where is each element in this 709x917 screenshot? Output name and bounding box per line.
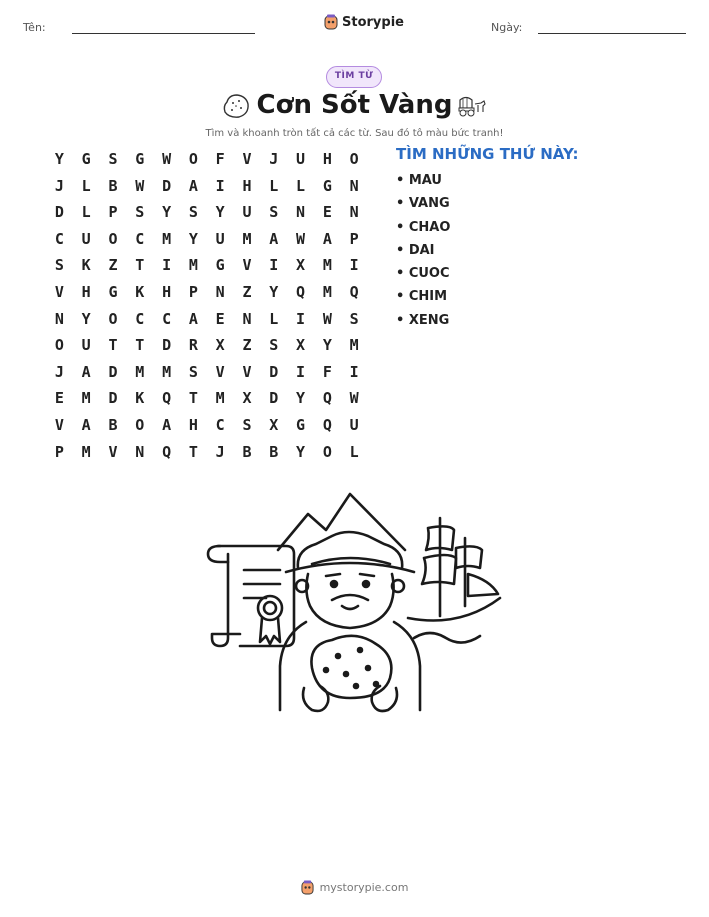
grid-letter[interactable]: K [135, 282, 145, 301]
word-list-item: • MAU [396, 173, 442, 188]
grid-letter[interactable]: O [135, 415, 145, 434]
grid-letter[interactable]: V [108, 442, 118, 461]
grid-letter[interactable]: Q [162, 442, 172, 461]
grid-letter[interactable]: W [349, 389, 359, 408]
grid-letter[interactable]: L [349, 442, 359, 461]
grid-letter[interactable]: T [188, 389, 198, 408]
grid-letter[interactable]: F [322, 362, 332, 381]
grid-letter[interactable]: O [108, 309, 118, 328]
grid-letter[interactable]: Y [188, 229, 198, 248]
grid-letter[interactable]: U [81, 229, 91, 248]
category-badge: TÌM TỪ [326, 66, 382, 88]
wagon-icon [457, 94, 487, 118]
grid-letter[interactable]: V [242, 150, 252, 168]
grid-letter[interactable]: Q [322, 415, 332, 434]
grid-letter[interactable]: T [135, 336, 145, 355]
grid-letter[interactable]: N [135, 442, 145, 461]
grid-letter[interactable]: G [322, 176, 332, 195]
grid-letter[interactable]: Q [296, 282, 306, 301]
grid-letter[interactable]: A [322, 229, 332, 248]
grid-letter[interactable]: S [269, 336, 279, 355]
grid-letter[interactable]: Z [108, 256, 118, 275]
grid-letter[interactable]: E [54, 389, 64, 408]
word-list-item: • CHIM [396, 289, 448, 305]
grid-letter[interactable]: M [322, 282, 332, 301]
instructions: Tìm và khoanh tròn tất cả các từ. Sau đó tô màu bức tranh! [205, 128, 504, 139]
page-title: Cơn Sốt Vàng [256, 90, 453, 120]
grid-letter[interactable]: I [215, 176, 225, 195]
grid-letter[interactable]: W [322, 309, 332, 328]
grid-letter[interactable]: Y [54, 150, 64, 168]
grid-letter[interactable]: E [215, 309, 225, 328]
prospector-illustration [200, 488, 510, 718]
grid-letter[interactable]: U [81, 336, 91, 355]
grid-letter[interactable]: W [135, 176, 145, 195]
grid-letter[interactable]: B [269, 442, 279, 461]
grid-letter[interactable]: M [135, 362, 145, 381]
grid-letter[interactable]: M [162, 362, 172, 381]
grid-letter[interactable]: N [215, 282, 225, 301]
footer-url[interactable]: mystorypie.com [319, 881, 409, 894]
grid-letter[interactable]: M [349, 336, 359, 355]
grid-letter[interactable]: N [242, 309, 252, 328]
grid-letter[interactable]: P [54, 442, 64, 461]
word-list [396, 172, 450, 335]
grid-letter[interactable]: F [215, 150, 225, 168]
grid-letter[interactable]: D [162, 176, 172, 195]
grid-letter[interactable]: O [349, 150, 359, 168]
grid-letter[interactable]: Q [349, 282, 359, 301]
grid-letter[interactable]: S [269, 203, 279, 222]
grid-letter[interactable]: U [296, 150, 306, 168]
word-list-item: • CUOC [396, 266, 450, 282]
grid-letter[interactable]: D [54, 203, 64, 222]
grid-letter[interactable]: O [322, 442, 332, 461]
grid-letter[interactable]: A [188, 309, 198, 328]
grid-row [46, 173, 368, 200]
grid-letter[interactable]: J [269, 150, 279, 168]
word-list-item: • VANG [396, 196, 450, 212]
grid-letter[interactable]: M [162, 229, 172, 248]
grid-letter[interactable]: C [215, 415, 225, 434]
grid-letter[interactable]: H [81, 282, 91, 301]
grid-letter[interactable]: M [188, 256, 198, 275]
grid-letter[interactable]: S [54, 256, 64, 275]
grid-row [46, 226, 368, 253]
grid-letter[interactable]: V [54, 282, 64, 301]
header [0, 14, 709, 44]
grid-row [46, 199, 368, 226]
grid-letter[interactable]: J [54, 362, 64, 381]
grid-letter[interactable]: I [269, 256, 279, 275]
grid-letter[interactable]: D [108, 362, 118, 381]
grid-letter[interactable]: O [54, 336, 64, 355]
grid-letter[interactable]: D [108, 389, 118, 408]
grid-letter[interactable]: V [215, 362, 225, 381]
grid-letter[interactable]: N [349, 176, 359, 195]
storypie-logo-icon [301, 880, 314, 895]
grid-letter[interactable]: G [296, 415, 306, 434]
grid-letter[interactable]: C [135, 229, 145, 248]
grid-letter[interactable]: M [242, 229, 252, 248]
grid-letter[interactable]: G [81, 150, 91, 168]
grid-letter[interactable]: C [162, 309, 172, 328]
footer [0, 880, 709, 895]
grid-letter[interactable]: T [188, 442, 198, 461]
grid-letter[interactable]: Q [322, 389, 332, 408]
grid-letter[interactable]: V [242, 362, 252, 381]
grid-letter[interactable]: W [296, 229, 306, 248]
grid-letter[interactable]: N [54, 309, 64, 328]
grid-row [46, 412, 368, 439]
grid-letter[interactable]: H [242, 176, 252, 195]
grid-letter[interactable]: H [322, 150, 332, 168]
grid-letter[interactable]: L [81, 176, 91, 195]
grid-letter[interactable]: U [215, 229, 225, 248]
grid-row [46, 385, 368, 412]
grid-letter[interactable]: D [269, 362, 279, 381]
grid-letter[interactable]: S [188, 203, 198, 222]
grid-row [46, 146, 368, 173]
grid-letter[interactable]: I [296, 362, 306, 381]
grid-letter[interactable]: M [215, 389, 225, 408]
grid-letter[interactable]: Y [162, 203, 172, 222]
brand-name: Storypie [342, 14, 404, 30]
grid-letter[interactable]: I [349, 256, 359, 275]
grid-letter[interactable]: L [269, 176, 279, 195]
grid-letter[interactable]: X [296, 336, 306, 355]
grid-letter[interactable]: S [108, 150, 118, 168]
word-list-item: • DAI [396, 242, 435, 258]
grid-letter[interactable]: V [242, 256, 252, 275]
grid-letter[interactable]: P [108, 203, 118, 222]
storypie-logo-icon [324, 14, 338, 30]
grid-letter[interactable]: M [81, 389, 91, 408]
grid-letter[interactable]: Q [162, 389, 172, 408]
grid-row [46, 359, 368, 386]
grid-letter[interactable]: W [162, 150, 172, 168]
letter-grid [46, 146, 368, 465]
grid-letter[interactable]: V [54, 415, 64, 434]
grid-letter[interactable]: L [81, 203, 91, 222]
grid-letter[interactable]: M [81, 442, 91, 461]
grid-letter[interactable]: B [108, 415, 118, 434]
grid-letter[interactable]: S [349, 309, 359, 328]
grid-letter[interactable]: O [188, 150, 198, 168]
grid-letter[interactable]: A [162, 415, 172, 434]
grid-letter[interactable]: T [108, 336, 118, 355]
grid-letter[interactable]: I [162, 256, 172, 275]
grid-row [46, 306, 368, 333]
grid-letter[interactable]: A [81, 415, 91, 434]
grid-letter[interactable]: S [242, 415, 252, 434]
word-list-title: TÌM NHỮNG THỨ NÀY: [396, 145, 579, 163]
grid-letter[interactable]: E [322, 203, 332, 222]
grid-letter[interactable]: X [269, 415, 279, 434]
grid-letter[interactable]: H [188, 415, 198, 434]
grid-letter[interactable]: Z [242, 336, 252, 355]
grid-letter[interactable]: U [242, 203, 252, 222]
grid-letter[interactable]: R [188, 336, 198, 355]
grid-letter[interactable]: B [242, 442, 252, 461]
grid-letter[interactable]: K [81, 256, 91, 275]
grid-letter[interactable]: Y [296, 389, 306, 408]
grid-letter[interactable]: K [135, 389, 145, 408]
grid-letter[interactable]: Y [322, 336, 332, 355]
grid-letter[interactable]: Z [242, 282, 252, 301]
grid-letter[interactable]: Y [81, 309, 91, 328]
grid-letter[interactable]: G [108, 282, 118, 301]
grid-letter[interactable]: Y [215, 203, 225, 222]
grid-row [46, 252, 368, 279]
grid-letter[interactable]: C [135, 309, 145, 328]
grid-letter[interactable]: S [135, 203, 145, 222]
grid-letter[interactable]: C [54, 229, 64, 248]
grid-letter[interactable]: L [296, 176, 306, 195]
date-field-line[interactable] [538, 33, 686, 34]
grid-letter[interactable]: A [188, 176, 198, 195]
grid-letter[interactable]: X [296, 256, 306, 275]
grid-letter[interactable]: B [108, 176, 118, 195]
grid-letter[interactable]: N [296, 203, 306, 222]
grid-letter[interactable]: I [296, 309, 306, 328]
grid-letter[interactable]: Y [296, 442, 306, 461]
grid-letter[interactable]: U [349, 415, 359, 434]
grid-row [46, 439, 368, 466]
grid-row [46, 279, 368, 306]
grid-letter[interactable]: T [135, 256, 145, 275]
grid-letter[interactable]: X [242, 389, 252, 408]
brand [324, 14, 404, 30]
grid-letter[interactable]: D [162, 336, 172, 355]
grid-letter[interactable]: M [322, 256, 332, 275]
grid-row [46, 332, 368, 359]
word-list-item: • CHAO [396, 219, 451, 235]
date-label: Ngày: [491, 21, 523, 34]
grid-letter[interactable]: N [349, 203, 359, 222]
name-field-line[interactable] [72, 33, 255, 34]
grid-letter[interactable]: X [215, 336, 225, 355]
grid-letter[interactable]: J [215, 442, 225, 461]
grid-letter[interactable]: A [81, 362, 91, 381]
grid-letter[interactable]: I [349, 362, 359, 381]
grid-letter[interactable]: L [269, 309, 279, 328]
grid-letter[interactable]: G [135, 150, 145, 168]
grid-letter[interactable]: H [162, 282, 172, 301]
grid-letter[interactable]: S [188, 362, 198, 381]
word-list-item: • XENG [396, 312, 450, 328]
grid-letter[interactable]: P [349, 229, 359, 248]
grid-letter[interactable]: P [188, 282, 198, 301]
grid-letter[interactable]: Y [269, 282, 279, 301]
grid-letter[interactable]: G [215, 256, 225, 275]
grid-letter[interactable]: J [54, 176, 64, 195]
grid-letter[interactable]: D [269, 389, 279, 408]
grid-letter[interactable]: A [269, 229, 279, 248]
grid-letter[interactable]: O [108, 229, 118, 248]
name-label: Tên: [23, 21, 46, 34]
